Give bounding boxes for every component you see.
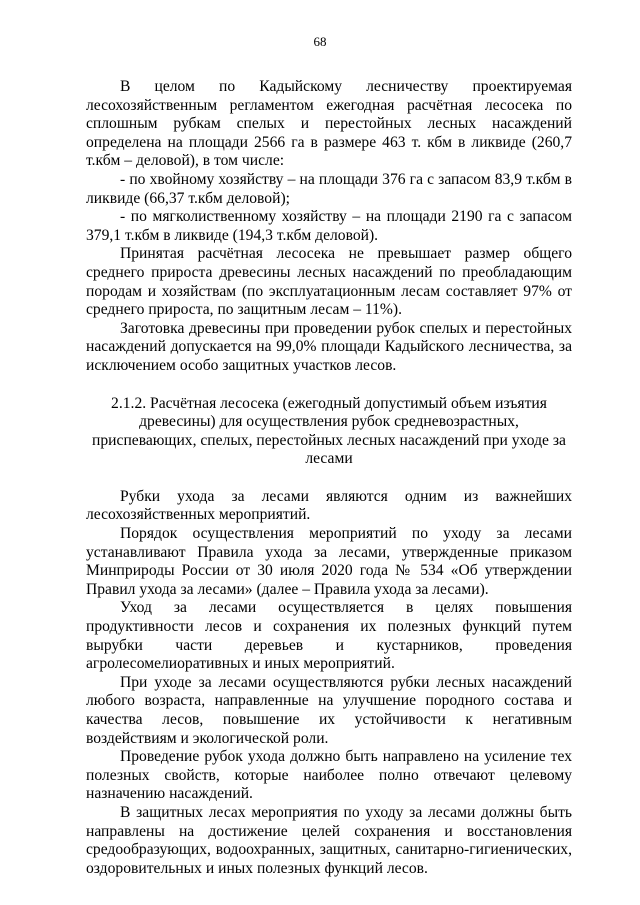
paragraph-thinning-rules: Порядок осуществления мероприятий по уходу за лесами устанавливают Правила ухода за лесами, утвержденные приказом Минприроды России от 30 июля 2020 года № 534 «Об утверждении Правил ухода за лесами» (далее – Правила ухода за лесами). (86, 525, 572, 598)
paragraph-thinning-purpose: Уход за лесами осуществляется в целях повышения продуктивности лесов и сохранения их полезных функций путем вырубки части деревьев и кустарников, проведения агролесомелиоративных и иных мероприятий. (86, 599, 572, 673)
document-body (86, 78, 572, 878)
paragraph-annual-cutting-area: В целом по Кадыйскому лесничеству проектируемая лесохозяйственным регламентом ежегодная расчётная лесосека по сплошным рубкам спелых и перестойных лесных насаждений определена на площади 2566 га в размере 463 т. кбм в ликвиде (260,7 т.кбм – деловой), в том числе: (86, 78, 572, 170)
page-number: 68 (313, 34, 327, 49)
paragraph-protective-forests: В защитных лесах мероприятия по уходу за лесами должны быть направлены на достижение целей сохранения и восстановления средообразующих, водоохранных, защитных, санитарно-гигиенических, оздоровительных и иных полезных функций лесов. (86, 803, 572, 877)
section-title: 2.1.2. Расчётная лесосека (ежегодный допустимый объем изъятия древесины) для осуществления рубок средневозрастных, приспевающих, спелых, перестойных лесных насаждений при уходе за лесами (92, 394, 566, 468)
list-item-softwood: - по мягколиственному хозяйству – на площади 2190 га с запасом 379,1 т.кбм в ликвиде (194,3 т.кбм деловой). (86, 208, 572, 244)
paragraph-thinning-importance: Рубки ухода за лесами являются одним из важнейших лесохозяйственных мероприятий. (86, 487, 572, 524)
paragraph-thinning-direction: Проведение рубок ухода должно быть направлено на усиление тех полезных свойств, которые наиболее полно отвечают целевому назначению насаждений. (86, 748, 572, 803)
paragraph-harvest-permission: Заготовка древесины при проведении рубок спелых и перестойных насаждений допускается на 99,0% площади Кадыйского лесничества, за исключением особо защитных участков лесов. (86, 319, 572, 374)
paragraph-thinning-any-age: При уходе за лесами осуществляются рубки лесных насаждений любого возраста, направленные на улучшение породного состава и качества лесов, повышение их устойчивости к негативным воздействиям и экологической роли. (86, 673, 572, 747)
list-item-coniferous: - по хвойному хозяйству – на площади 376 га с запасом 83,9 т.кбм в ликвиде (66,37 т.кбм деловой); (86, 170, 572, 207)
paragraph-growth-comparison: Принятая расчётная лесосека не превышает размер общего среднего прироста древесины лесных насаждений по преобладающим породам и хозяйствам (по эксплуатационным лесам составляет 97% от среднего прироста, по защитным лесам – 11%). (86, 245, 572, 319)
